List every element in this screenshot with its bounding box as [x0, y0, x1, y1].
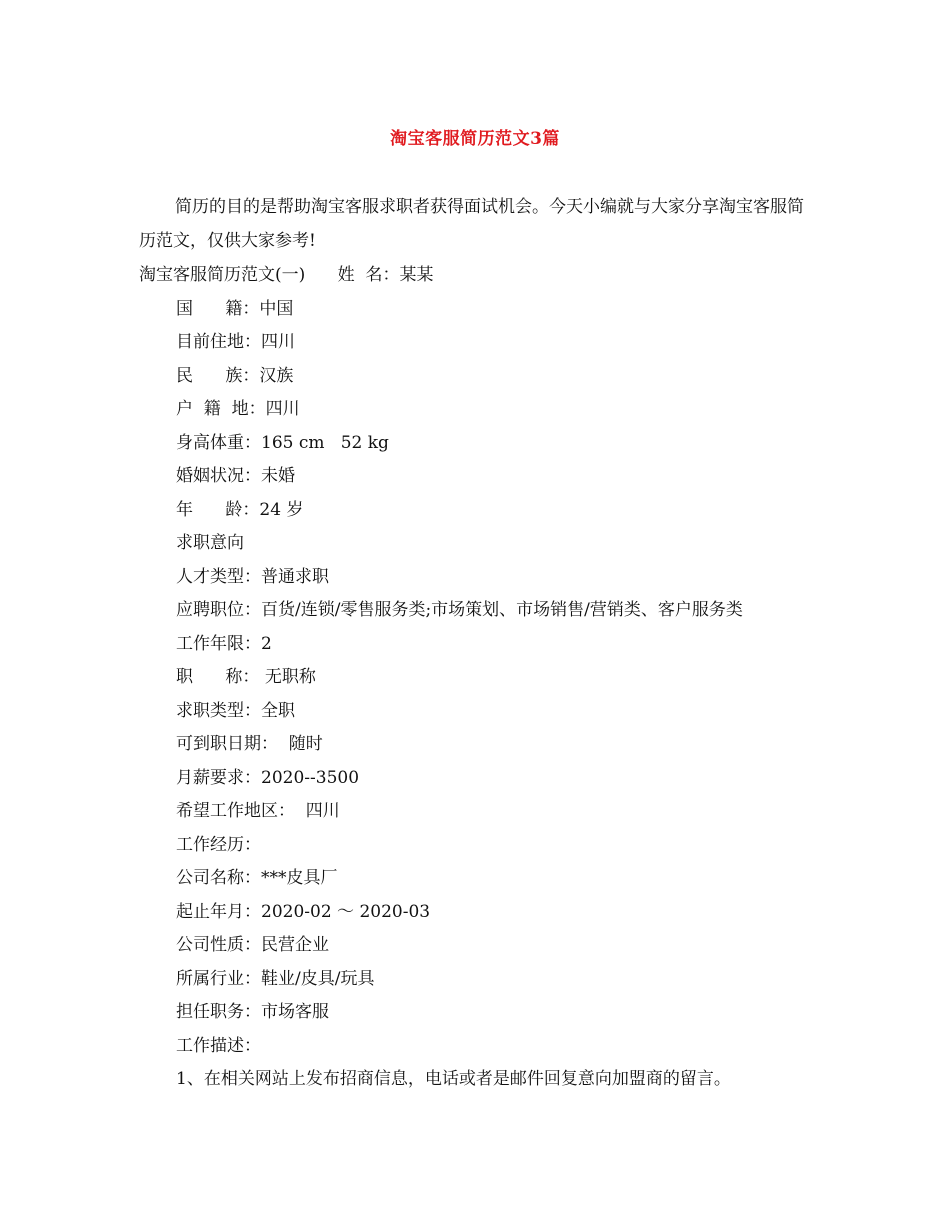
section-job-intention: 求职意向 [176, 533, 244, 553]
intro-paragraph: 简历的目的是帮助淘宝客服求职者获得面试机会。今天小编就与大家分享淘宝客服简历范文，仅供大家参考! [139, 197, 804, 251]
field-household-registration: 户 籍 地：四川 [176, 399, 300, 419]
field-available-date: 可到职日期： 随时 [176, 734, 323, 754]
field-marital-status: 婚姻状况：未婚 [176, 466, 295, 486]
resume-body [0, 259, 950, 1097]
job-description-item-1: 1、在相关网站上发布招商信息，电话或者是邮件回复意向加盟商的留言。 [176, 1069, 731, 1089]
field-position-held: 担任职务：市场客服 [176, 1002, 329, 1022]
field-preferred-location: 希望工作地区： 四川 [176, 801, 340, 821]
section-work-experience: 工作经历： [176, 834, 261, 855]
field-ethnicity: 民 族：汉族 [176, 365, 294, 386]
field-company-name: 公司名称：***皮具厂 [176, 868, 338, 888]
field-current-residence: 目前住地：四川 [176, 332, 295, 352]
field-employment-period: 起止年月：2020-02 ～ 2020-03 [176, 901, 431, 922]
field-talent-type: 人才类型：普通求职 [176, 566, 329, 587]
field-age: 年 龄：24 岁 [176, 499, 304, 520]
field-job-title: 职 称： 无职称 [176, 667, 316, 687]
field-position-applied: 应聘职位：百货/连锁/零售服务类;市场策划、市场销售/营销类、客户服务类 [176, 600, 743, 620]
field-industry: 所属行业：鞋业/皮具/玩具 [176, 968, 375, 989]
section-job-description: 工作描述： [176, 1035, 261, 1056]
field-company-type: 公司性质：民营企业 [176, 935, 329, 955]
document-title: 淘宝客服简历范文3篇 [390, 129, 560, 149]
field-nationality: 国 籍：中国 [176, 298, 294, 319]
field-years-of-work: 工作年限：2 [176, 633, 272, 654]
field-job-type: 求职类型：全职 [176, 700, 295, 721]
field-height-weight: 身高体重：165 cm 52 kg [176, 432, 389, 453]
field-expected-salary: 月薪要求：2020--3500 [176, 767, 360, 788]
section-heading-sample-one: 淘宝客服简历范文(一) 姓 名：某某 [139, 265, 434, 285]
